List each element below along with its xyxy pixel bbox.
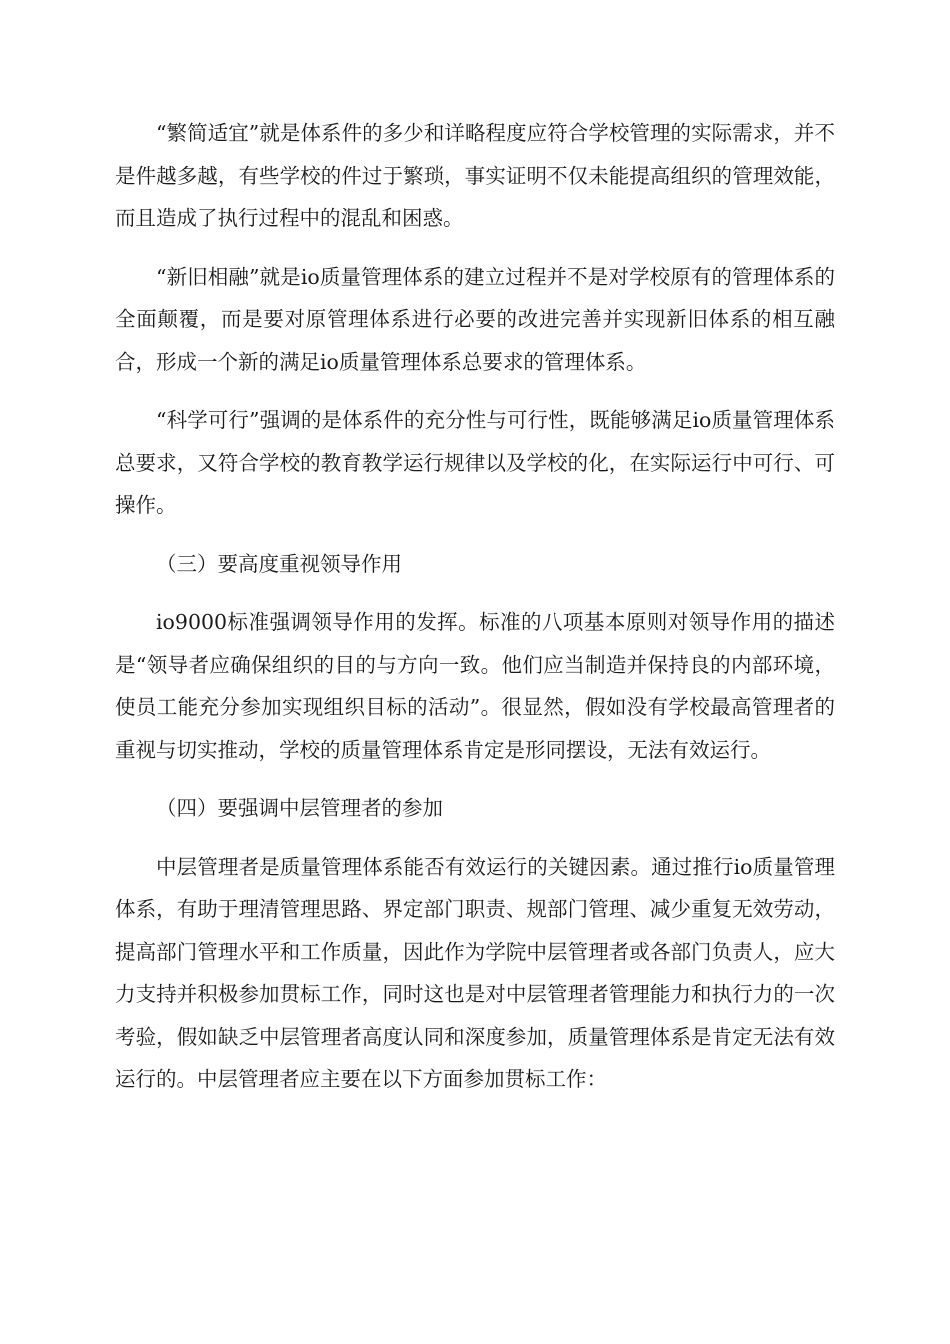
paragraph-middle-managers: 中层管理者是质量管理体系能否有效运行的关键因素。通过推行io质量管理体系，有助于理清管理思路、界定部门职责、规部门管理、减少重复无效劳动，提高部门管理水平和工作质量，因此作为学院中层管理者或各部门负责人，应大力支持并积极参加贯标工作，同时这也是对中层管理者管理能力和执行力的一次考验，假如缺乏中层管理者高度认同和深度参加，质量管理体系是肯定无法有效运行的。中层管理者应主要在以下方面参加贯标工作： <box>115 854 835 1091</box>
paragraph-leadership: io9000标准强调领导作用的发挥。标准的八项基本原则对领导作用的描述是“领导者应确保组织的目的与方向一致。他们应当制造并保持良的内部环境，使员工能充分参加实现组织目标的活动”。很显然，假如没有学校最高管理者的重视与切实推动，学校的质量管理体系肯定是形同摆设，无法有效运行。 <box>115 610 835 762</box>
section-heading-leadership: （三）要高度重视领导作用 <box>156 551 402 576</box>
paragraph-kexue-kexing: “科学可行”强调的是体系件的充分性与可行性，既能够满足io质量管理体系总要求，又符合学校的教育教学运行规律以及学校的化，在实际运行中可行、可操作。 <box>115 408 835 517</box>
paragraph-fanjian-shiyi: “繁简适宜”就是体系件的多少和详略程度应符合学校管理的实际需求，并不是件越多越，有些学校的件过于繁琐，事实证明不仅未能提高组织的管理效能，而且造成了执行过程中的混乱和困惑。 <box>115 121 835 230</box>
paragraph-xinjiu-xiangrong: “新旧相融”就是io质量管理体系的建立过程并不是对学校原有的管理体系的全面颠覆，而是要对原管理体系进行必要的改进完善并实现新旧体系的相互融合，形成一个新的满足io质量管理体系总要求的管理体系。 <box>115 264 835 374</box>
document-body <box>115 112 835 1117</box>
section-heading-middle-managers: （四）要强调中层管理者的参加 <box>156 796 443 820</box>
